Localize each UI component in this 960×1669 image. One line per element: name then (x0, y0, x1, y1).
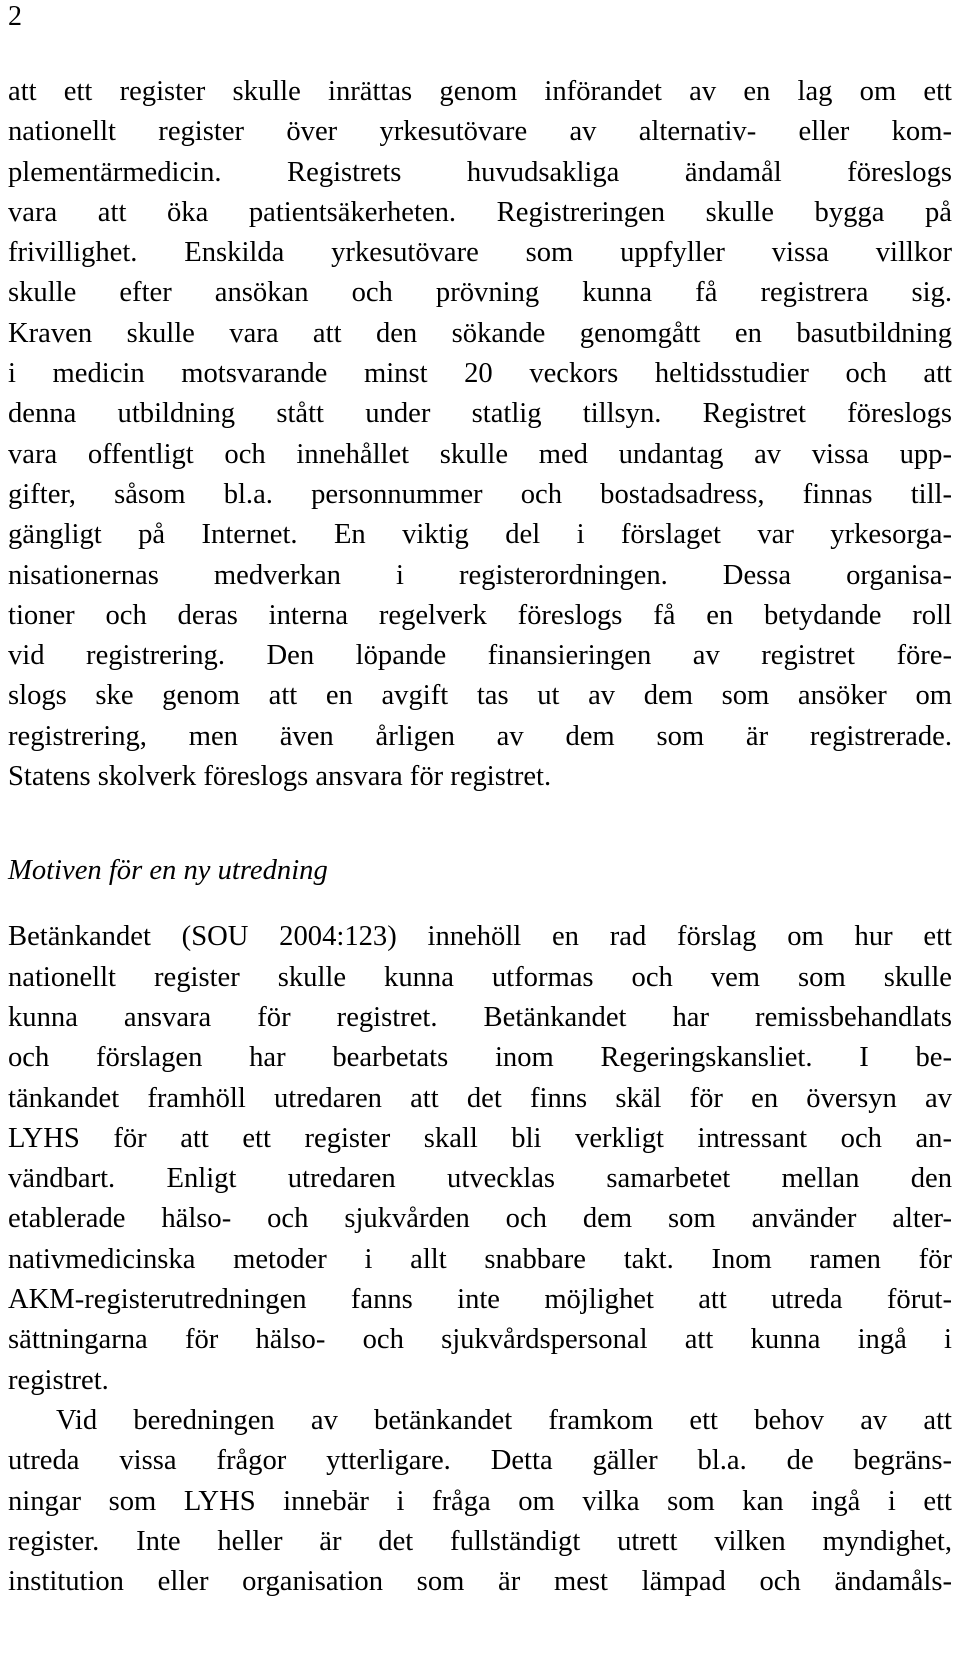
text-line: AKM-registerutredningen fanns inte möjlighet att utreda förut- (8, 1284, 952, 1316)
text-line: utreda vissa frågor ytterligare. Detta gäller bl.a. de begräns- (8, 1445, 952, 1477)
paragraph-1 (8, 72, 952, 797)
text-line: kunna ansvara för registret. Betänkandet har remissbehandlats (8, 1001, 952, 1033)
text-line: vid registrering. Den löpande finansieringen av registret före- (8, 640, 952, 672)
text-line: ningar som LYHS innebär i fråga om vilka som kan ingå i ett (8, 1485, 952, 1517)
document-body (8, 72, 952, 1602)
text-line: och förslagen har bearbetats inom Regeringskansliet. I be- (8, 1042, 952, 1074)
text-line: i medicin motsvarande minst 20 veckors heltidsstudier och att (8, 358, 952, 390)
text-line: Vid beredningen av betänkandet framkom ett behov av att (56, 1404, 952, 1436)
paragraph-3 (8, 1401, 952, 1602)
text-line: tioner och deras interna regelverk föreslogs få en betydande roll (8, 599, 952, 631)
text-line: Statens skolverk föreslogs ansvara för registret. (8, 761, 552, 793)
text-line: vändbart. Enligt utredaren utvecklas samarbetet mellan den (8, 1163, 952, 1195)
text-line: vara offentligt och innehållet skulle med undantag av vissa upp- (8, 438, 952, 470)
text-line: Betänkandet (SOU 2004:123) innehöll en rad förslag om hur ett (8, 921, 952, 953)
text-line: frivillighet. Enskilda yrkesutövare som uppfyller vissa villkor (8, 237, 952, 269)
text-line: nativmedicinska metoder i allt snabbare takt. Inom ramen för (8, 1243, 952, 1275)
page-number: 2 (8, 1, 22, 32)
paragraph-2 (8, 917, 952, 1401)
text-line: nationellt register skulle kunna utformas och vem som skulle (8, 961, 952, 993)
text-line: sättningarna för hälso- och sjukvårdspersonal att kunna ingå i (8, 1324, 952, 1356)
text-line: nisationernas medverkan i registerordningen. Dessa organisa- (8, 559, 952, 591)
text-line: registret. (8, 1364, 109, 1396)
text-line: institution eller organisation som är mest lämpad och ändamåls- (8, 1566, 952, 1598)
text-line: nationellt register över yrkesutövare av alternativ- eller kom- (8, 116, 952, 148)
text-line: plementärmedicin. Registrets huvudsakliga ändamål föreslogs (8, 156, 952, 188)
text-line: att ett register skulle inrättas genom införandet av en lag om ett (8, 76, 952, 107)
text-line: gängligt på Internet. En viktig del i förslaget var yrkesorga- (8, 519, 952, 551)
text-line: LYHS för att ett register skall bli verkligt intressant och an- (8, 1122, 952, 1154)
text-line: denna utbildning stått under statlig tillsyn. Registret föreslogs (8, 398, 952, 430)
text-line: tänkandet framhöll utredaren att det finns skäl för en översyn av (8, 1082, 952, 1114)
text-line: slogs ske genom att en avgift tas ut av dem som ansöker om (8, 680, 952, 712)
section-heading: Motiven för en ny utredning (8, 855, 328, 887)
text-line: registrering, men även årligen av dem som är registrerade. (8, 720, 952, 752)
text-line: Kraven skulle vara att den sökande genomgått en basutbildning (8, 317, 952, 349)
text-line: skulle efter ansökan och prövning kunna få registrera sig. (8, 277, 952, 309)
text-line: gifter, såsom bl.a. personnummer och bostadsadress, finnas till- (8, 478, 952, 510)
text-line: register. Inte heller är det fullständigt utrett vilken myndighet, (8, 1525, 952, 1557)
text-line: vara att öka patientsäkerheten. Registreringen skulle bygga på (8, 196, 952, 228)
text-line: etablerade hälso- och sjukvården och dem som använder alter- (8, 1203, 952, 1235)
